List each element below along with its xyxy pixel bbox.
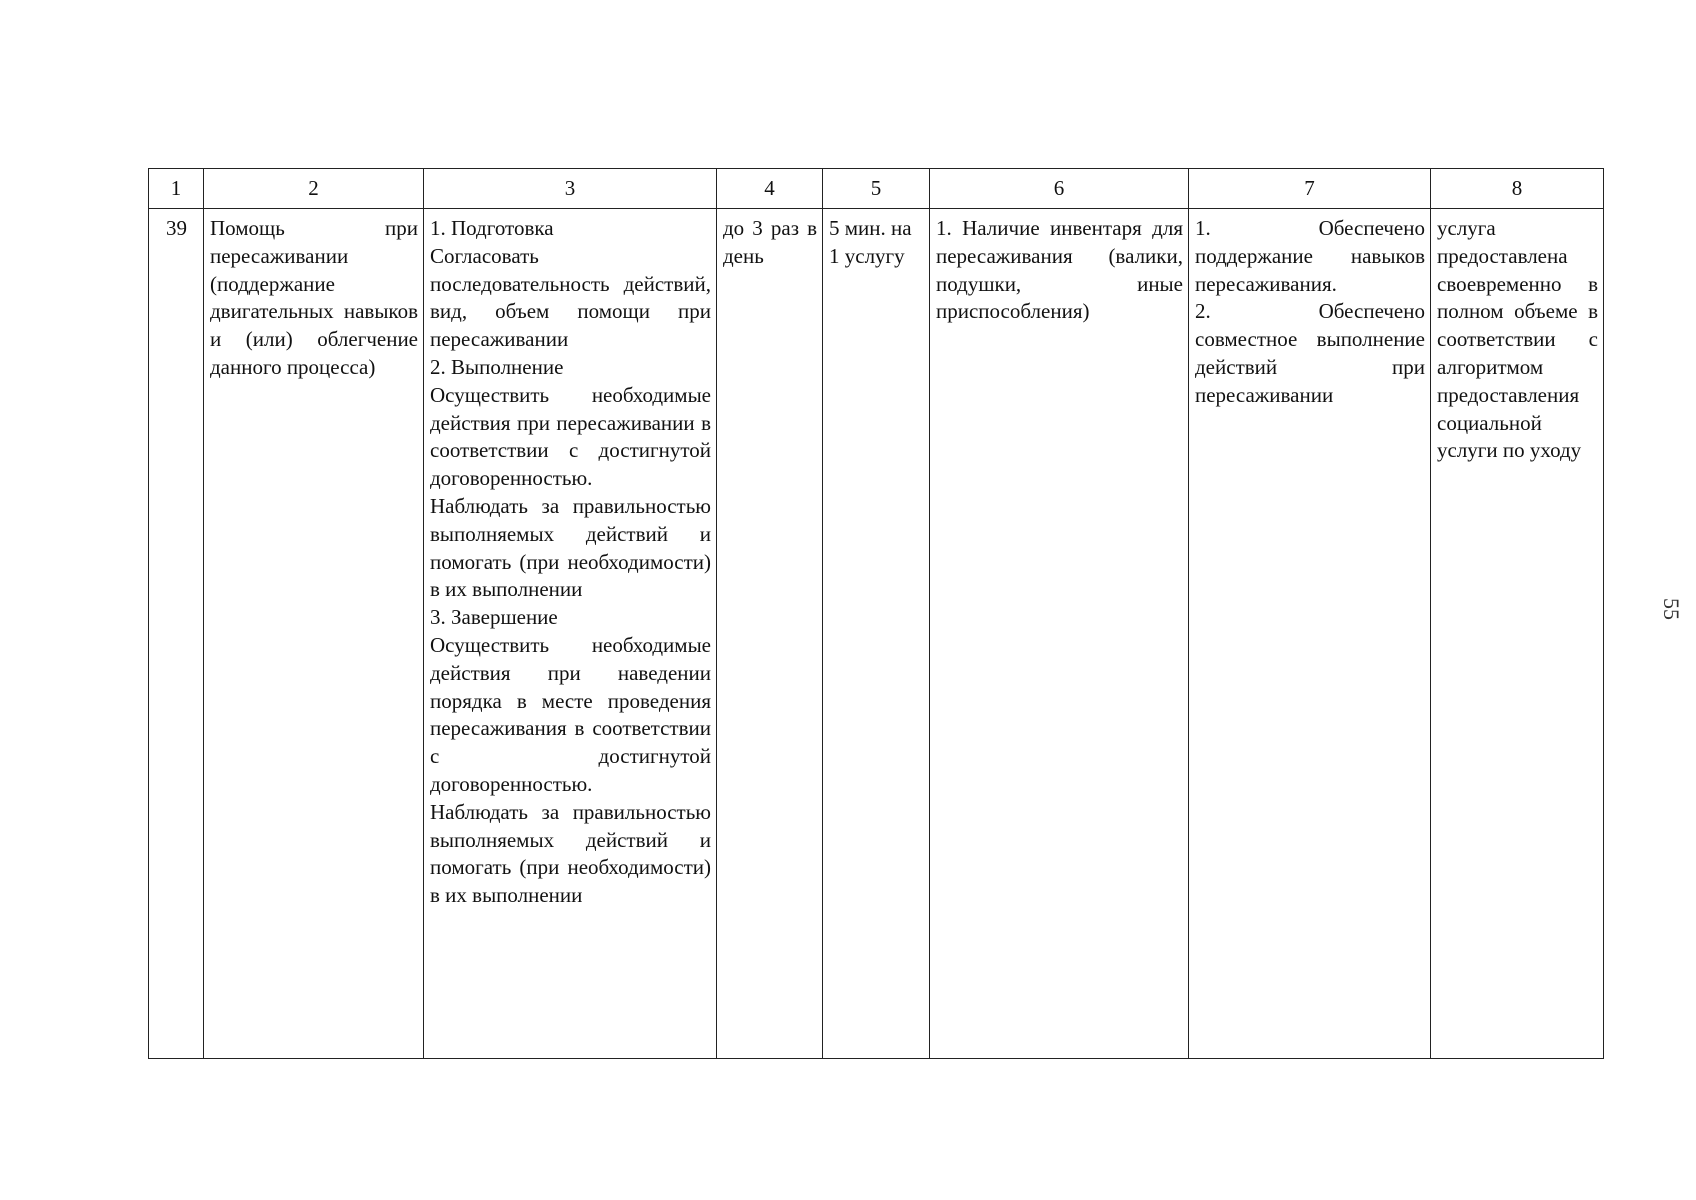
column-number-4: 4 <box>717 169 823 209</box>
frequency-cell: до 3 раз в день <box>717 209 823 1059</box>
step-2-text-b: Наблюдать за правильностью выполняемых действий и помогать (при необходимости) в их выполнении <box>430 493 711 602</box>
column-number-5: 5 <box>823 169 930 209</box>
conditions-cell: 1. Наличие инвентаря для пересаживания (валики, подушки, иные приспособления) <box>930 209 1189 1059</box>
table-row <box>149 209 1604 1059</box>
quality-cell: услуга предоставлена своевременно в полном объеме в соответствии с алгоритмом предоставления социальной услуги по уходу <box>1431 209 1604 1059</box>
step-3-text-b: Наблюдать за правильностью выполняемых действий и помогать (при необходимости) в их выполнении <box>430 799 711 908</box>
step-3-title: 3. Завершение <box>430 605 558 630</box>
column-number-3: 3 <box>424 169 717 209</box>
step-2-title: 2. Выполнение <box>430 354 564 379</box>
step-1-text: Согласовать последовательность действий, вид, объем помощи при пересаживании <box>430 243 711 352</box>
column-number-8: 8 <box>1431 169 1604 209</box>
page-number: 55 <box>1659 598 1684 620</box>
duration-cell: 5 мин. на 1 услугу <box>823 209 930 1059</box>
column-number-1: 1 <box>149 169 204 209</box>
column-number-6: 6 <box>930 169 1189 209</box>
result-item-1: 1. Обеспечено поддержание навыков пересаживания. <box>1195 216 1425 296</box>
service-name-cell: Помощь при пересаживании (поддержание двигательных навыков и (или) облегчение данного процесса) <box>204 209 424 1059</box>
results-cell <box>1189 209 1431 1059</box>
service-standard-table <box>148 168 1604 1059</box>
service-content-cell <box>424 209 717 1059</box>
step-2-text-a: Осуществить необходимые действия при пересаживании в соответствии с достигнутой договоренностью. <box>430 382 711 491</box>
column-number-row <box>149 169 1604 209</box>
column-number-2: 2 <box>204 169 424 209</box>
step-3-text-a: Осуществить необходимые действия при наведении порядка в месте проведения пересаживания в соответствии с достигнутой договоренностью. <box>430 632 711 796</box>
column-number-7: 7 <box>1189 169 1431 209</box>
result-item-2: 2. Обеспечено совместное выполнение действий при пересаживании <box>1195 299 1425 407</box>
row-number: 39 <box>149 209 204 1059</box>
step-1-title: 1. Подготовка <box>430 216 554 240</box>
